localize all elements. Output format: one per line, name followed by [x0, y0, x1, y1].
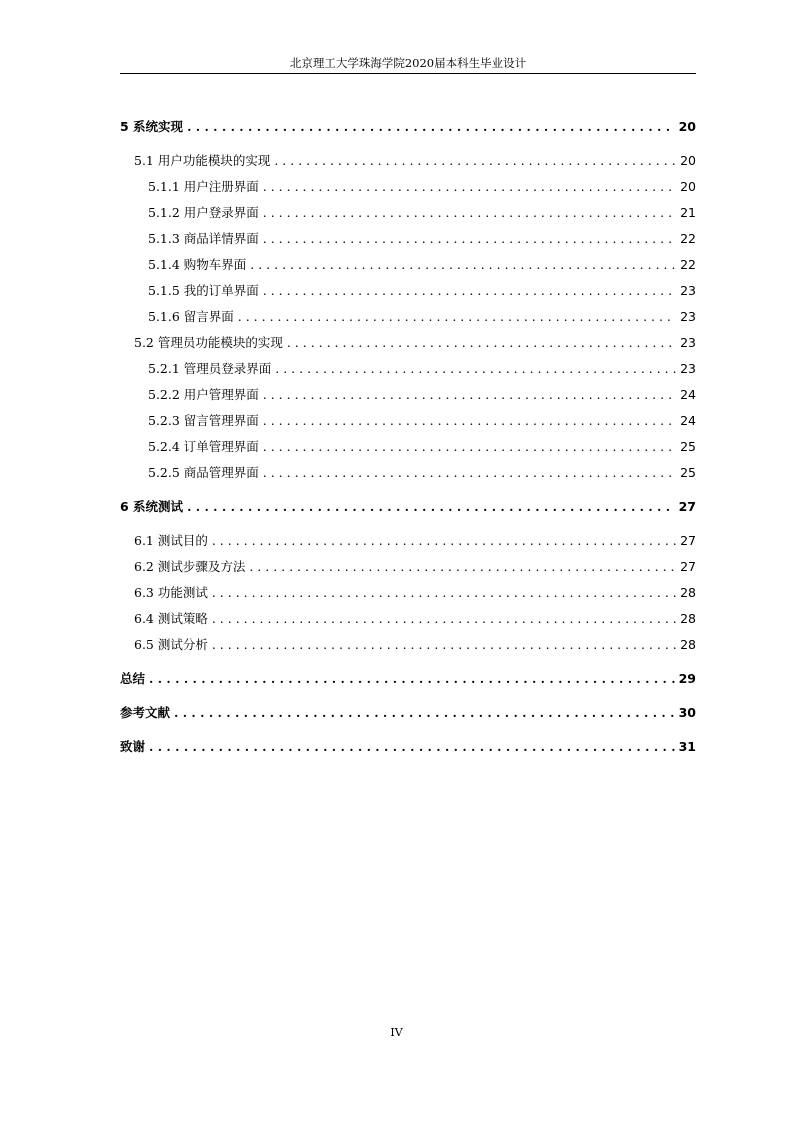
toc-entry-label: 5.2.5 商品管理界面	[148, 465, 259, 480]
running-header-title: 北京理工大学珠海学院2020届本科生毕业设计	[289, 56, 527, 70]
dot-leader	[263, 439, 676, 454]
toc-entry-label: 5.1.3 商品详情界面	[148, 231, 259, 246]
toc-entry-page: 28	[680, 584, 696, 600]
dot-leader	[274, 153, 676, 168]
dot-leader	[187, 119, 675, 134]
toc-entry-page: 23	[680, 334, 696, 350]
toc-entry-section-6-2[interactable]	[134, 556, 696, 576]
toc-entry-label: 5.2.4 订单管理界面	[148, 439, 259, 454]
toc-entry-page: 25	[680, 464, 696, 480]
dot-leader	[263, 231, 676, 246]
dot-leader	[263, 413, 676, 428]
toc-entry-page: 23	[680, 360, 696, 376]
toc-entry-label: 5 系统实现	[120, 119, 184, 134]
dot-leader	[263, 387, 676, 402]
dot-leader	[263, 179, 676, 194]
toc-entry-page: 30	[678, 704, 696, 720]
toc-entry-page: 21	[680, 204, 696, 220]
header-divider	[120, 73, 696, 74]
dot-leader	[275, 361, 676, 376]
dot-leader	[149, 739, 675, 754]
toc-entry-page: 20	[680, 152, 696, 168]
dot-leader	[212, 637, 676, 652]
toc-entry-page: 25	[680, 438, 696, 454]
toc-entry-chapter-5[interactable]	[120, 116, 696, 136]
toc-entry-section-6-3[interactable]	[134, 582, 696, 602]
toc-entry-label: 致谢	[120, 739, 146, 754]
toc-entry-section-5-2[interactable]	[134, 332, 696, 352]
toc-entry-label: 5.1.6 留言界面	[148, 309, 234, 324]
toc-entry-page: 27	[678, 498, 696, 514]
toc-entry-section-5-1[interactable]	[134, 150, 696, 170]
dot-leader	[212, 533, 676, 548]
toc-entry-label: 5.1.5 我的订单界面	[148, 283, 259, 298]
toc-entry-label: 5.2.3 留言管理界面	[148, 413, 259, 428]
dot-leader	[263, 205, 676, 220]
toc-entry-summary[interactable]	[120, 668, 696, 688]
dot-leader	[174, 705, 675, 720]
dot-leader	[249, 559, 676, 574]
toc-entry-label: 5.2.1 管理员登录界面	[148, 361, 272, 376]
toc-entry-label: 6.2 测试步骤及方法	[134, 559, 246, 574]
toc-entry-chapter-6[interactable]	[120, 496, 696, 516]
dot-leader	[212, 585, 676, 600]
toc-entry-page: 24	[680, 386, 696, 402]
dot-leader	[238, 309, 676, 324]
toc-entry-subsection-5-1-5[interactable]	[148, 280, 696, 300]
toc-entry-page: 24	[680, 412, 696, 428]
toc-entry-page: 20	[680, 178, 696, 194]
toc-entry-subsection-5-1-6[interactable]	[148, 306, 696, 326]
toc-entry-label: 6.1 测试目的	[134, 533, 208, 548]
toc-entry-subsection-5-2-1[interactable]	[148, 358, 696, 378]
toc-entry-acknowledgements[interactable]	[120, 736, 696, 756]
dot-leader	[263, 465, 676, 480]
toc-entry-subsection-5-2-2[interactable]	[148, 384, 696, 404]
toc-entry-subsection-5-2-4[interactable]	[148, 436, 696, 456]
toc-entry-section-6-1[interactable]	[134, 530, 696, 550]
toc-entry-label: 6 系统测试	[120, 499, 184, 514]
toc-entry-label: 6.5 测试分析	[134, 637, 208, 652]
toc-entry-subsection-5-1-3[interactable]	[148, 228, 696, 248]
toc-entry-page: 23	[680, 308, 696, 324]
toc-entry-subsection-5-1-4[interactable]	[148, 254, 696, 274]
toc-entry-section-6-4[interactable]	[134, 608, 696, 628]
toc-entry-label: 5.1.4 购物车界面	[148, 257, 247, 272]
dot-leader	[287, 335, 676, 350]
toc-entry-label: 5.1.1 用户注册界面	[148, 179, 259, 194]
toc-entry-label: 5.1.2 用户登录界面	[148, 205, 259, 220]
page-number-footer: IV	[390, 1026, 403, 1039]
toc-entry-label: 参考文献	[120, 705, 171, 720]
toc-entry-section-6-5[interactable]	[134, 634, 696, 654]
toc-entry-subsection-5-2-3[interactable]	[148, 410, 696, 430]
dot-leader	[250, 257, 676, 272]
toc-entry-page: 27	[680, 532, 696, 548]
toc-entry-subsection-5-2-5[interactable]	[148, 462, 696, 482]
toc-entry-subsection-5-1-1[interactable]	[148, 176, 696, 196]
toc-entry-page: 28	[680, 636, 696, 652]
toc-entry-label: 5.2 管理员功能模块的实现	[134, 335, 283, 350]
toc-entry-references[interactable]	[120, 702, 696, 722]
dot-leader	[212, 611, 676, 626]
dot-leader	[263, 283, 676, 298]
toc-entry-subsection-5-1-2[interactable]	[148, 202, 696, 222]
toc-entry-label: 6.3 功能测试	[134, 585, 208, 600]
toc-entry-page: 28	[680, 610, 696, 626]
toc-entry-page: 22	[680, 230, 696, 246]
toc-entry-label: 5.2.2 用户管理界面	[148, 387, 259, 402]
toc-entry-page: 23	[680, 282, 696, 298]
toc-entry-page: 27	[680, 558, 696, 574]
dot-leader	[149, 671, 675, 686]
toc-entry-label: 5.1 用户功能模块的实现	[134, 153, 271, 168]
toc-entry-label: 6.4 测试策略	[134, 611, 208, 626]
dot-leader	[187, 499, 675, 514]
toc-entry-page: 29	[678, 670, 696, 686]
toc-entry-label: 总结	[120, 671, 146, 686]
toc-entry-page: 31	[678, 738, 696, 754]
toc-entry-page: 20	[678, 118, 696, 134]
toc-entry-page: 22	[680, 256, 696, 272]
